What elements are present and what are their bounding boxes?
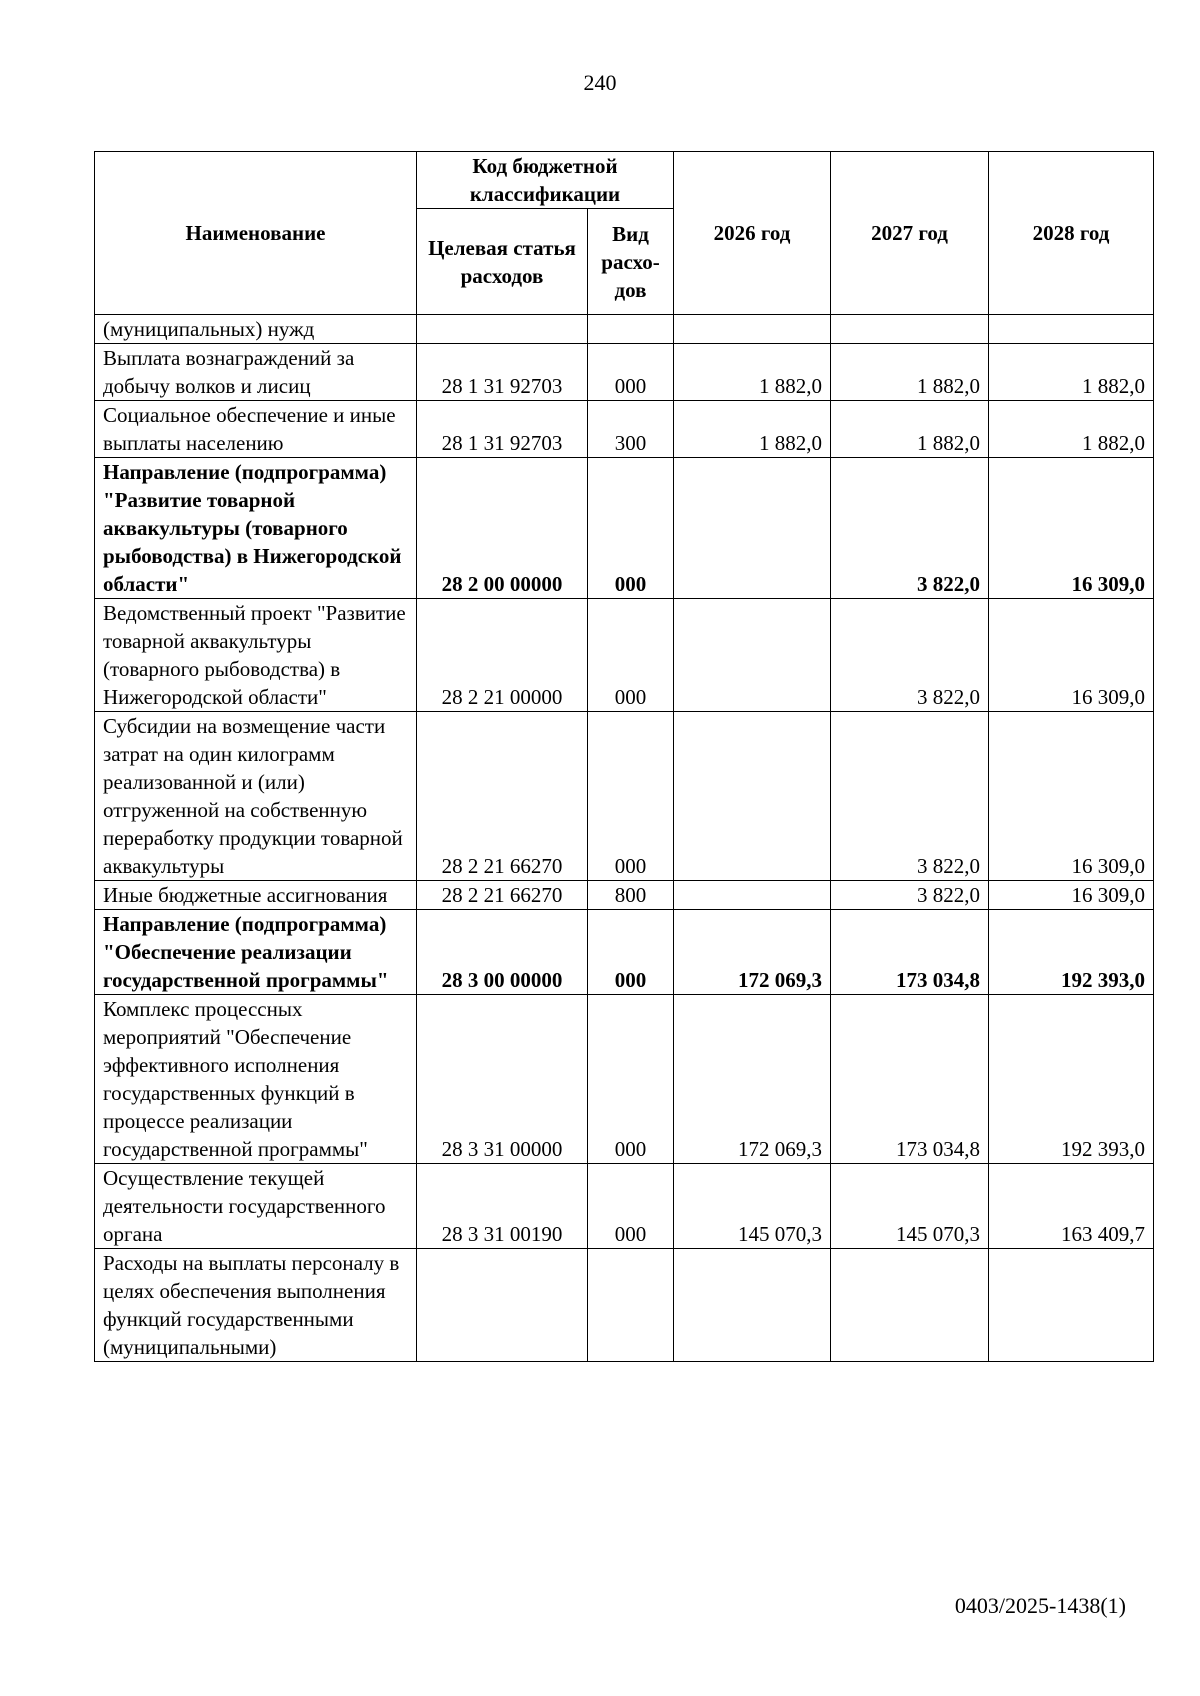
row-value-2026: 172 069,3 [674,910,831,995]
row-value-2028: 192 393,0 [989,910,1154,995]
row-value-2027: 3 822,0 [831,458,989,599]
row-name: Направление (подпрограмма) "Обеспечение реализации государственной программы" [95,910,417,995]
row-value-2026 [674,712,831,881]
row-value-2028 [989,315,1154,344]
row-expense-type: 000 [588,458,674,599]
row-name: Иные бюджетные ассигнования [95,881,417,910]
row-target-article: 28 2 21 66270 [417,881,588,910]
row-target-article: 28 2 00 00000 [417,458,588,599]
row-value-2028: 16 309,0 [989,599,1154,712]
row-value-2027: 3 822,0 [831,712,989,881]
row-value-2028: 192 393,0 [989,995,1154,1164]
table-row [95,315,1154,344]
table-row [95,712,1154,881]
row-target-article: 28 2 21 66270 [417,712,588,881]
row-value-2027: 1 882,0 [831,401,989,458]
table-row [95,344,1154,401]
row-target-article: 28 2 21 00000 [417,599,588,712]
row-name: Комплекс процессных мероприятий "Обеспечение эффективного исполнения государственных функций в процессе реализации государственной программы" [95,995,417,1164]
row-value-2026: 145 070,3 [674,1164,831,1249]
row-name: Расходы на выплаты персоналу в целях обеспечения выполнения функций государственными (муниципальными) [95,1249,417,1362]
row-value-2026 [674,599,831,712]
row-expense-type: 000 [588,1164,674,1249]
table-row [95,995,1154,1164]
row-expense-type [588,1249,674,1362]
header-expense-type: Вид расхо-дов [588,209,674,315]
row-value-2026 [674,881,831,910]
row-value-2028: 163 409,7 [989,1164,1154,1249]
row-name: Социальное обеспечение и иные выплаты населению [95,401,417,458]
row-name: Субсидии на возмещение части затрат на один килограмм реализованной и (или) отгруженной на собственную переработку продукции товарной аквакультуры [95,712,417,881]
row-value-2028: 16 309,0 [989,881,1154,910]
row-target-article: 28 3 00 00000 [417,910,588,995]
row-name: Ведомственный проект "Развитие товарной аквакультуры (товарного рыбоводства) в Нижегородской области" [95,599,417,712]
header-2028: 2028 год [989,152,1154,315]
row-value-2028: 16 309,0 [989,712,1154,881]
budget-table [94,151,1154,1362]
table-row [95,1249,1154,1362]
table-body [95,315,1154,1362]
row-target-article: 28 1 31 92703 [417,344,588,401]
row-value-2026: 1 882,0 [674,401,831,458]
table-row [95,401,1154,458]
row-value-2026: 1 882,0 [674,344,831,401]
row-value-2026: 172 069,3 [674,995,831,1164]
row-value-2027 [831,315,989,344]
row-target-article: 28 3 31 00190 [417,1164,588,1249]
row-value-2028: 1 882,0 [989,344,1154,401]
document-number: 0403/2025-1438(1) [954,1593,1126,1618]
table-row [95,599,1154,712]
row-value-2027: 1 882,0 [831,344,989,401]
row-value-2027 [831,1249,989,1362]
page-number: 240 [583,70,617,95]
row-value-2026 [674,315,831,344]
table-header [95,152,1154,315]
row-target-article: 28 3 31 00000 [417,995,588,1164]
row-expense-type: 000 [588,712,674,881]
row-target-article: 28 1 31 92703 [417,401,588,458]
row-value-2027: 173 034,8 [831,995,989,1164]
row-expense-type: 800 [588,881,674,910]
row-expense-type: 000 [588,344,674,401]
row-expense-type: 000 [588,995,674,1164]
header-kbk: Код бюджетной классификации [417,152,674,209]
row-target-article [417,1249,588,1362]
row-value-2028 [989,1249,1154,1362]
row-value-2028: 1 882,0 [989,401,1154,458]
row-value-2026 [674,1249,831,1362]
row-value-2027: 173 034,8 [831,910,989,995]
row-name: Осуществление текущей деятельности государственного органа [95,1164,417,1249]
table-row [95,910,1154,995]
row-expense-type [588,315,674,344]
row-name: Направление (подпрограмма) "Развитие товарной аквакультуры (товарного рыбоводства) в Нижегородской области" [95,458,417,599]
row-value-2027: 145 070,3 [831,1164,989,1249]
row-name: Выплата вознаграждений за добычу волков и лисиц [95,344,417,401]
header-2026: 2026 год [674,152,831,315]
row-target-article [417,315,588,344]
row-expense-type: 300 [588,401,674,458]
header-name: Наименование [95,152,417,315]
table-row [95,458,1154,599]
row-name: (муниципальных) нужд [95,315,417,344]
table-row [95,881,1154,910]
header-target-article: Целевая статья расходов [417,209,588,315]
row-value-2027: 3 822,0 [831,599,989,712]
table-row [95,1164,1154,1249]
row-value-2027: 3 822,0 [831,881,989,910]
row-value-2026 [674,458,831,599]
header-2027: 2027 год [831,152,989,315]
row-expense-type: 000 [588,910,674,995]
row-value-2028: 16 309,0 [989,458,1154,599]
row-expense-type: 000 [588,599,674,712]
